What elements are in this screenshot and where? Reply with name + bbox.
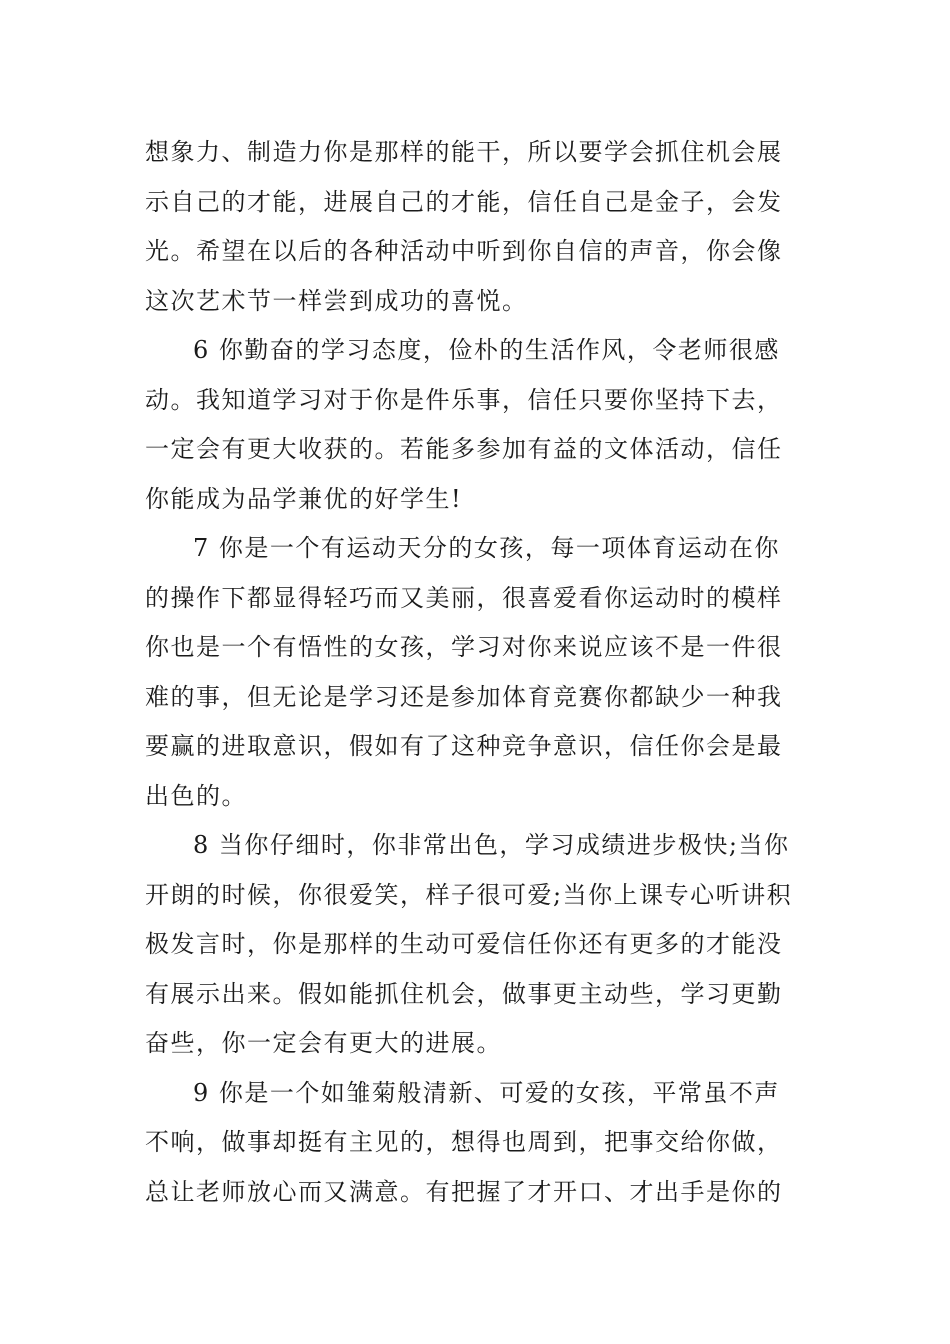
text-line: 出色的。 (145, 781, 247, 810)
text-line: 要赢的进取意识，假如有了这种竞争意识，信任你会是最 (145, 732, 783, 760)
text-line: 动。我知道学习对于你是件乐事，信任只要你坚持下去， (145, 385, 783, 414)
paragraph-1 (145, 128, 810, 326)
document-body (145, 128, 810, 1217)
paragraph-9 (145, 1069, 810, 1218)
text-line: 光。希望在以后的各种活动中听到你自信的声音，你会像 (145, 237, 783, 265)
text-line: 这次艺术节一样尝到成功的喜悦。 (145, 286, 528, 315)
text-line: 一定会有更大收获的。若能多参加有益的文体活动，信任 (145, 435, 783, 463)
text-line: 有展示出来。假如能抓住机会，做事更主动些，学习更勤 (145, 979, 783, 1008)
text-line: 8 当你仔细时，你非常出色，学习成绩进步极快;当你 (193, 831, 790, 859)
text-line: 极发言时，你是那样的生动可爱信任你还有更多的才能没 (145, 930, 783, 958)
text-line: 6 你勤奋的学习态度，俭朴的生活作风，令老师很感 (193, 336, 780, 364)
text-line: 难的事，但无论是学习还是参加体育竞赛你都缺少一种我 (145, 682, 783, 711)
text-line: 你能成为品学兼优的好学生! (145, 484, 463, 513)
text-line: 总让老师放心而又满意。有把握了才开口、才出手是你的 (145, 1177, 783, 1206)
text-line: 9 你是一个如雏菊般清新、可爱的女孩，平常虽不声 (193, 1078, 780, 1107)
paragraph-6 (145, 326, 810, 524)
text-line: 你也是一个有悟性的女孩，学习对你来说应该不是一件很 (145, 633, 783, 661)
text-line: 7 你是一个有运动天分的女孩，每一项体育运动在你 (193, 534, 780, 562)
text-line: 想象力、制造力你是那样的能干，所以要学会抓住机会展 (145, 138, 783, 166)
text-line: 的操作下都显得轻巧而又美丽，很喜爱看你运动时的模样 (145, 583, 783, 612)
text-line: 示自己的才能，进展自己的才能，信任自己是金子，会发 (145, 187, 783, 216)
text-line: 开朗的时候，你很爱笑，样子很可爱;当你上课专心听讲积 (145, 880, 793, 909)
paragraph-8 (145, 821, 810, 1069)
paragraph-7 (145, 524, 810, 821)
text-line: 不响，做事却挺有主见的，想得也周到，把事交给你做， (145, 1128, 783, 1156)
text-line: 奋些，你一定会有更大的进展。 (145, 1029, 502, 1057)
